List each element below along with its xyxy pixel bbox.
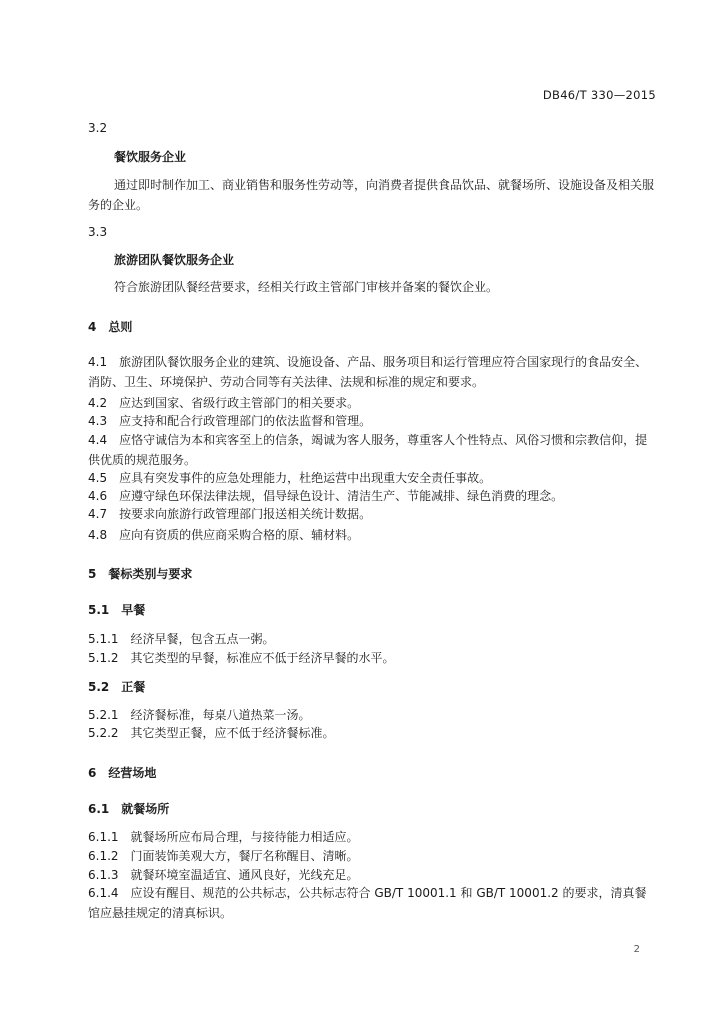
term-heading: 餐饮服务企业 <box>114 150 187 164</box>
clause: 6.1.2 门面装饰美观大方，餐厅名称醒目、清晰。 <box>88 849 359 863</box>
section-heading: 6 经营场地 <box>88 766 157 780</box>
term-definition: 通过即时制作加工、商业销售和服务性劳动等，向消费者提供食品饮品、就餐场所、设施设备及相关服务的企业。 <box>88 178 655 212</box>
subsection-heading: 5.1 早餐 <box>88 603 146 617</box>
clause: 5.2.1 经济餐标准，每桌八道热菜一汤。 <box>88 708 311 722</box>
section-number: 3.3 <box>88 225 108 239</box>
section-number: 3.2 <box>88 121 108 135</box>
section-heading: 5 餐标类别与要求 <box>88 567 193 581</box>
clause: 5.1.2 其它类型的早餐，标准应不低于经济早餐的水平。 <box>88 651 395 665</box>
subsection-heading: 5.2 正餐 <box>88 680 146 694</box>
term-definition: 符合旅游团队餐经营要求，经相关行政主管部门审核并备案的餐饮企业。 <box>114 280 499 294</box>
clause: 4.2 应达到国家、省级行政主管部门的相关要求。 <box>88 396 360 410</box>
page-number: 2 <box>633 944 640 955</box>
clause: 6.1.3 就餐环境室温适宜、通风良好，光线充足。 <box>88 868 359 882</box>
subsection-heading: 6.1 就餐场所 <box>88 802 170 816</box>
clause: 6.1.1 就餐场所应布局合理，与接待能力相适应。 <box>88 830 359 844</box>
clause: 6.1.4 应设有醒目、规范的公共标志，公共标志符合 GB/T 10001.1 和 GB/T 10001.2 的要求，清真餐馆应悬挂规定的清真标识。 <box>88 886 647 920</box>
clause: 4.3 应支持和配合行政管理部门的依法监督和管理。 <box>88 414 372 428</box>
section-heading: 4 总则 <box>88 320 133 334</box>
clause: 4.8 应向有资质的供应商采购合格的原、辅材料。 <box>88 528 360 542</box>
clause: 4.1 旅游团队餐饮服务企业的建筑、设施设备、产品、服务项目和运行管理应符合国家现行的食品安全、消防、卫生、环境保护、劳动合同等有关法律、法规和标准的规定和要求。 <box>88 355 648 389</box>
clause: 5.1.1 经济早餐，包含五点一粥。 <box>88 632 275 646</box>
clause: 4.7 按要求向旅游行政管理部门报送相关统计数据。 <box>88 507 372 521</box>
clause: 4.4 应恪守诚信为本和宾客至上的信条，竭诚为客人服务，尊重客人个性特点、风俗习惯和宗教信仰，提供优质的规范服务。 <box>88 433 648 467</box>
term-heading: 旅游团队餐饮服务企业 <box>114 253 235 267</box>
clause: 4.5 应具有突发事件的应急处理能力，杜绝运营中出现重大安全责任事故。 <box>88 471 492 485</box>
document-code: DB46/T 330—2015 <box>542 88 656 102</box>
clause: 5.2.2 其它类型正餐，应不低于经济餐标准。 <box>88 726 335 740</box>
clause: 4.6 应遵守绿色环保法律法规，倡导绿色设计、清洁生产、节能减排、绿色消费的理念。 <box>88 489 564 503</box>
